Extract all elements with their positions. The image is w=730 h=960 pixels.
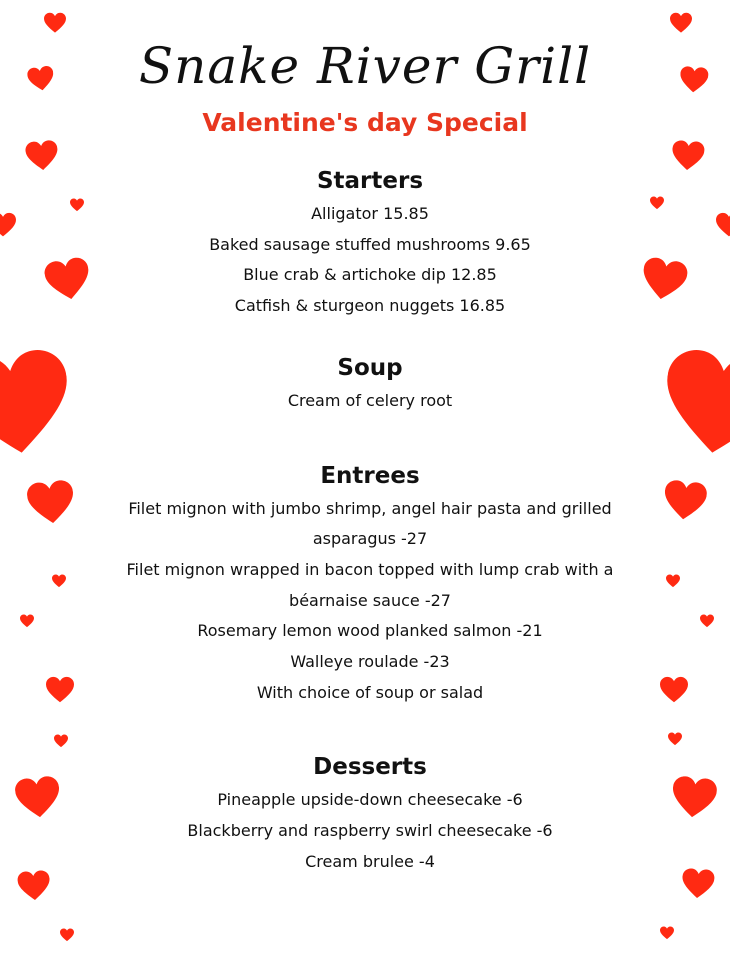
heart-icon — [54, 734, 68, 748]
section-desserts — [105, 749, 635, 877]
menu-item: Blackberry and raspberry swirl cheesecake -6 — [187, 821, 553, 841]
section-title-desserts: Desserts — [313, 754, 427, 781]
section-starters — [105, 163, 635, 322]
section-title-entrees: Entrees — [320, 462, 420, 489]
heart-icon — [670, 774, 718, 822]
heart-icon — [657, 343, 730, 467]
menu-item: Walleye roulade -23 — [290, 652, 450, 672]
menu-item: Filet mignon wrapped in bacon topped with lump crab with a — [126, 559, 614, 579]
heart-icon — [25, 139, 60, 174]
section-title-soup: Soup — [337, 354, 403, 381]
menu-item: Alligator 15.85 — [311, 204, 429, 223]
heart-icon — [70, 198, 84, 212]
heart-icon — [20, 614, 34, 628]
menu-item: asparagus -27 — [312, 529, 428, 549]
menu-subtitle: Valentine's day Special — [202, 108, 528, 137]
heart-icon — [681, 867, 715, 901]
menu-item: With choice of soup or salad — [256, 682, 484, 702]
heart-icon — [43, 255, 94, 306]
heart-icon — [666, 574, 680, 588]
heart-icon — [46, 676, 74, 704]
heart-icon — [26, 478, 77, 529]
heart-icon — [660, 926, 674, 940]
heart-icon — [716, 212, 730, 238]
heart-icon — [0, 212, 16, 238]
section-soup — [105, 350, 635, 417]
section-entrees — [105, 458, 635, 709]
heart-icon — [0, 343, 77, 467]
menu-item: Catfish & sturgeon nuggets 16.85 — [234, 296, 506, 316]
heart-icon — [700, 614, 714, 628]
menu-item: Blue crab & artichoke dip 12.85 — [243, 265, 497, 285]
menu-item: béarnaise sauce -27 — [289, 590, 451, 610]
menu-item: Cream brulee -4 — [305, 851, 435, 871]
heart-icon — [639, 255, 690, 306]
heart-icon — [671, 139, 705, 173]
section-title-starters: Starters — [316, 168, 424, 194]
heart-icon — [14, 774, 62, 822]
heart-icon — [650, 196, 664, 210]
heart-icon — [662, 478, 708, 524]
heart-icon — [17, 869, 51, 903]
menu-item: Pineapple upside-down cheesecake -6 — [217, 790, 523, 810]
heart-icon — [52, 574, 66, 588]
menu-item: Baked sausage stuffed mushrooms 9.65 — [209, 234, 531, 254]
menu-item: Rosemary lemon wood planked salmon -21 — [197, 621, 543, 641]
heart-icon — [660, 676, 688, 704]
menu-item: Cream of celery root — [287, 390, 453, 410]
restaurant-name: Snake River Grill — [138, 37, 592, 95]
menu-content — [105, 163, 635, 878]
menu-item: Filet mignon with jumbo shrimp, angel hair pasta and grilled — [128, 498, 612, 518]
heart-icon — [60, 928, 74, 942]
heart-icon — [668, 732, 682, 746]
